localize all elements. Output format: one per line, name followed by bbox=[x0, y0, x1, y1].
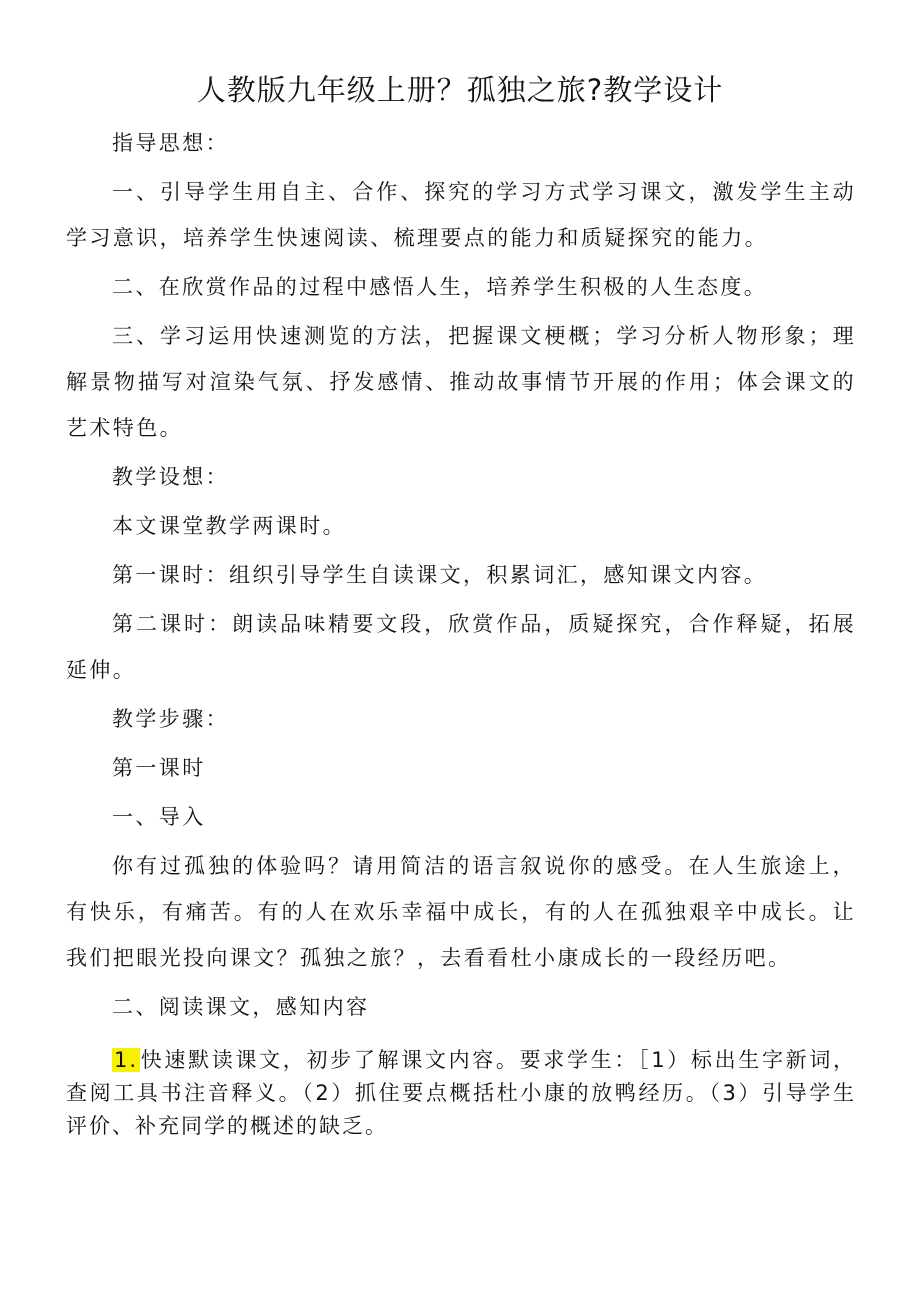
paragraph-teaching-idea-heading: 教学设想： bbox=[112, 465, 229, 489]
paragraph-guiding-point-2: 二、在欣赏作品的过程中感悟人生，培养学生积极的人生态度。 bbox=[112, 275, 768, 299]
document-title: 人教版九年级上册？孤独之旅?教学设计 bbox=[196, 73, 724, 107]
paragraph-teaching-steps-heading: 教学步骤： bbox=[112, 707, 229, 731]
item-number-highlight: 1. bbox=[114, 1048, 139, 1072]
paragraph-intro-heading: 一、导入 bbox=[112, 805, 206, 829]
paragraph-first-lesson: 第一课时：组织引导学生自读课文，积累词汇，感知课文内容。 bbox=[112, 563, 768, 587]
paragraph-guiding-thought-heading: 指导思想： bbox=[112, 131, 229, 155]
paragraph-guiding-point-3: 三、学习运用快速测览的方法，把握课文梗概；学习分析人物形象；理解景物描写对渲染气氛、抒发感情、推动故事情节开展的作用；体会课文的艺术特色。 bbox=[66, 324, 856, 440]
item-1-text: 快速默读课文，初步了解课文内容。要求学生：［1）标出生字新词，查阅工具书注音释义。（2）抓住要点概括杜小康的放鸭经历。（3）引导学生评价、补充同学的概述的缺乏。 bbox=[66, 1048, 856, 1138]
paragraph-first-lesson-heading: 第一课时 bbox=[112, 756, 206, 780]
paragraph-lesson-count: 本文课堂教学两课时。 bbox=[112, 514, 346, 538]
paragraph-intro-text: 你有过孤独的体验吗？请用简洁的语言叙说你的感受。在人生旅途上，有快乐，有痛苦。有的人在欢乐幸福中成长，有的人在孤独艰辛中成长。让我们把眼光投向课文？孤独之旅？，去看看杜小康成长的一段经历吧。 bbox=[66, 854, 856, 970]
paragraph-reading-heading: 二、阅读课文，感知内容 bbox=[112, 995, 370, 1019]
document-body bbox=[66, 120, 856, 1143]
paragraph-item-1 bbox=[66, 1044, 856, 1143]
paragraph-guiding-point-1: 一、引导学生用自主、合作、探究的学习方式学习课文，激发学生主动学习意识，培养学生快速阅读、梳理要点的能力和质疑探究的能力。 bbox=[66, 180, 856, 250]
paragraph-second-lesson: 第二课时：朗读品味精要文段，欣赏作品，质疑探究，合作释疑，拓展延伸。 bbox=[66, 612, 856, 682]
